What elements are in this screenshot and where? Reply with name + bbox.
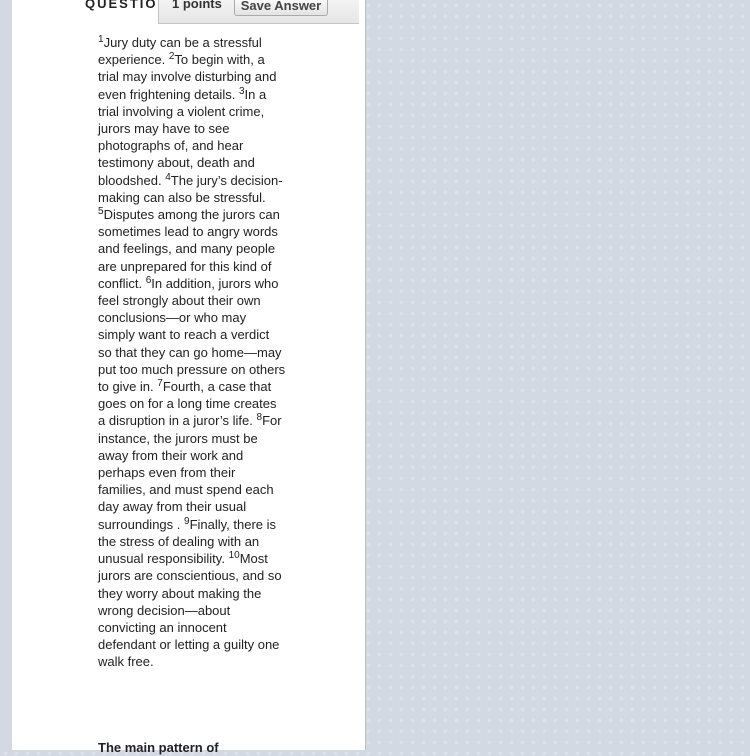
sentence-number: 8: [256, 412, 263, 424]
sentence-number: 2: [168, 51, 175, 63]
question-label: QUESTIO: [85, 0, 158, 11]
question-prompt: The main pattern of: [98, 740, 219, 755]
reading-passage: [98, 34, 286, 671]
sentence-text: To begin with, a trial may involve disturbing and even frightening details.: [98, 52, 277, 102]
sentence-number: 10: [228, 550, 240, 562]
points-label: 1 points: [172, 0, 222, 11]
sentence-text: Disputes among the jurors can sometimes lead to angry words and feelings, and many people are unprepared for this kind of conflict.: [98, 207, 280, 291]
sentence-text: The jury’s decision-making can also be stressful.: [98, 172, 283, 205]
sentence-text: Most jurors are conscientious, and so they worry about making the wrong decision—about convicting an innocent defendant or letting a guilty one walk free.: [98, 551, 282, 670]
sentence-text: In addition, jurors who feel strongly about their own conclusions—or who may simply want to reach a verdict so that they can go home—may put too much pressure on others to give in.: [98, 275, 286, 395]
left-background: [0, 0, 12, 750]
sentence-text: Finally, there is the stress of dealing with an unusual responsibility.: [98, 516, 277, 567]
save-answer-button[interactable]: Save Answer: [234, 0, 328, 16]
sentence-number: 5: [98, 206, 104, 218]
sentence-number: 7: [157, 378, 163, 390]
sentence-text: Fourth, a case that goes on for a long time creates a disruption in a juror’s life.: [98, 379, 277, 429]
sentence-number: 6: [145, 274, 152, 286]
sentence-number: 3: [238, 85, 245, 97]
question-panel: [12, 0, 366, 755]
sentence-number: 9: [184, 515, 190, 527]
passage-sentence: [98, 551, 282, 669]
sentence-text: Jury duty can be a stressful experience.: [98, 35, 262, 68]
sentence-text: For instance, the jurors must be away from their work and perhaps even from their families, and must spend each day away from their usual surroundings .: [98, 413, 282, 532]
question-header-bar: [158, 0, 359, 24]
sentence-number: 4: [165, 171, 171, 183]
passage-sentence: [98, 276, 285, 394]
sentence-number: 1: [98, 34, 104, 45]
sentence-text: In a trial involving a violent crime, jurors may have to see photographs of, and hear testimony about, death and bloodshed.: [98, 86, 267, 188]
passage-sentence: [98, 413, 282, 531]
